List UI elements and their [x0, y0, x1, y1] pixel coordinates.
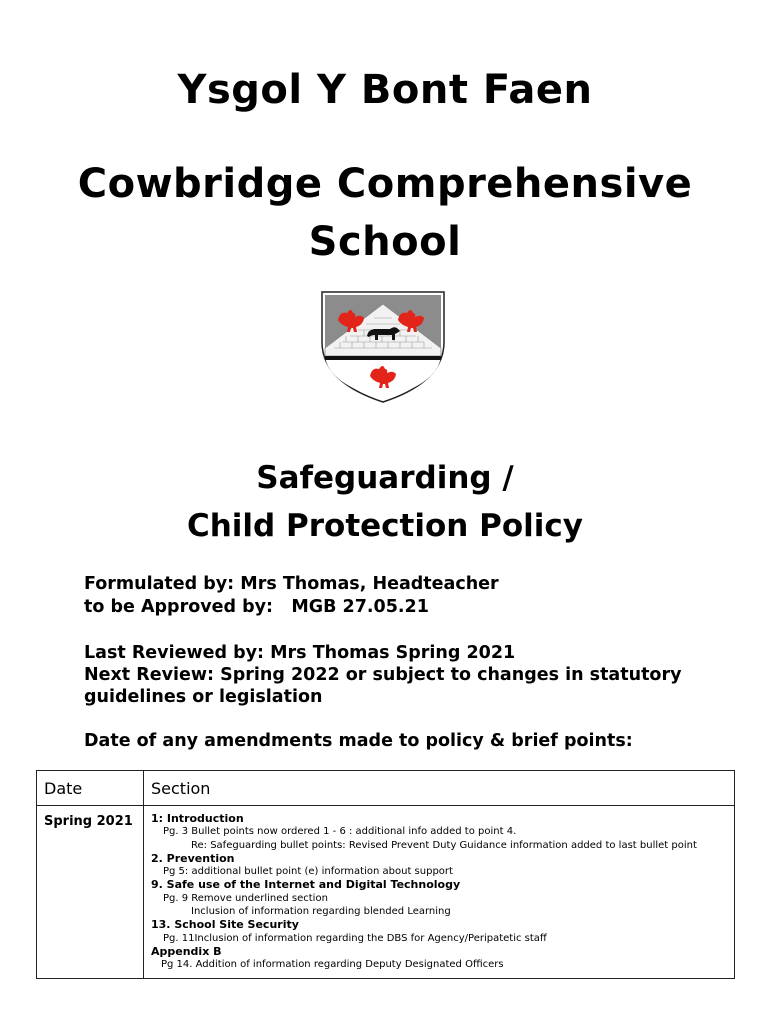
- column-header-section: Section: [144, 771, 735, 806]
- section-heading: 13. School Site Security: [151, 918, 299, 932]
- amendment-date: Spring 2021: [37, 806, 144, 979]
- amendment-sections: [144, 806, 735, 979]
- section-note: Pg. 9 Remove underlined section: [163, 892, 328, 904]
- school-name-english-line2: School: [308, 219, 462, 265]
- school-name-welsh: Ysgol Y Bont Faen: [177, 67, 593, 113]
- column-header-date: Date: [37, 771, 144, 806]
- formulated-by: Formulated by: Mrs Thomas, Headteacher: [84, 574, 499, 594]
- school-name-english-line1: Cowbridge Comprehensive: [77, 161, 693, 207]
- section-note: Pg 14. Addition of information regarding Deputy Designated Officers: [161, 959, 504, 971]
- section-heading: 9. Safe use of the Internet and Digital Technology: [151, 878, 461, 892]
- policy-title-line1: Safeguarding /: [256, 460, 514, 496]
- section-heading: 2. Prevention: [151, 851, 235, 865]
- amendments-heading: Date of any amendments made to policy & brief points:: [84, 731, 633, 751]
- last-reviewed: Last Reviewed by: Mrs Thomas Spring 2021: [84, 643, 516, 663]
- section-note: Pg 5: additional bullet point (e) information about support: [163, 866, 453, 878]
- section-heading: 1: Introduction: [151, 812, 244, 825]
- section-heading: Appendix B: [151, 944, 222, 958]
- table-row: [37, 806, 735, 979]
- approved-by: to be Approved by: MGB 27.05.21: [84, 597, 429, 617]
- school-crest-logo: [320, 290, 446, 404]
- next-review: Next Review: Spring 2022 or subject to changes in statutory guidelines or legislation: [84, 665, 682, 707]
- section-note: Inclusion of information regarding blended Learning: [191, 906, 451, 918]
- section-note: Pg. 11Inclusion of information regarding the DBS for Agency/Peripatetic staff: [163, 932, 547, 944]
- amendments-table: [36, 770, 735, 979]
- section-note: Pg. 3 Bullet points now ordered 1 - 6 : additional info added to point 4.: [163, 826, 517, 838]
- section-note: Re: Safeguarding bullet points: Revised Prevent Duty Guidance information added to last bullet point: [191, 839, 697, 851]
- policy-title-line2: Child Protection Policy: [186, 508, 584, 544]
- table-header-row: [37, 771, 735, 806]
